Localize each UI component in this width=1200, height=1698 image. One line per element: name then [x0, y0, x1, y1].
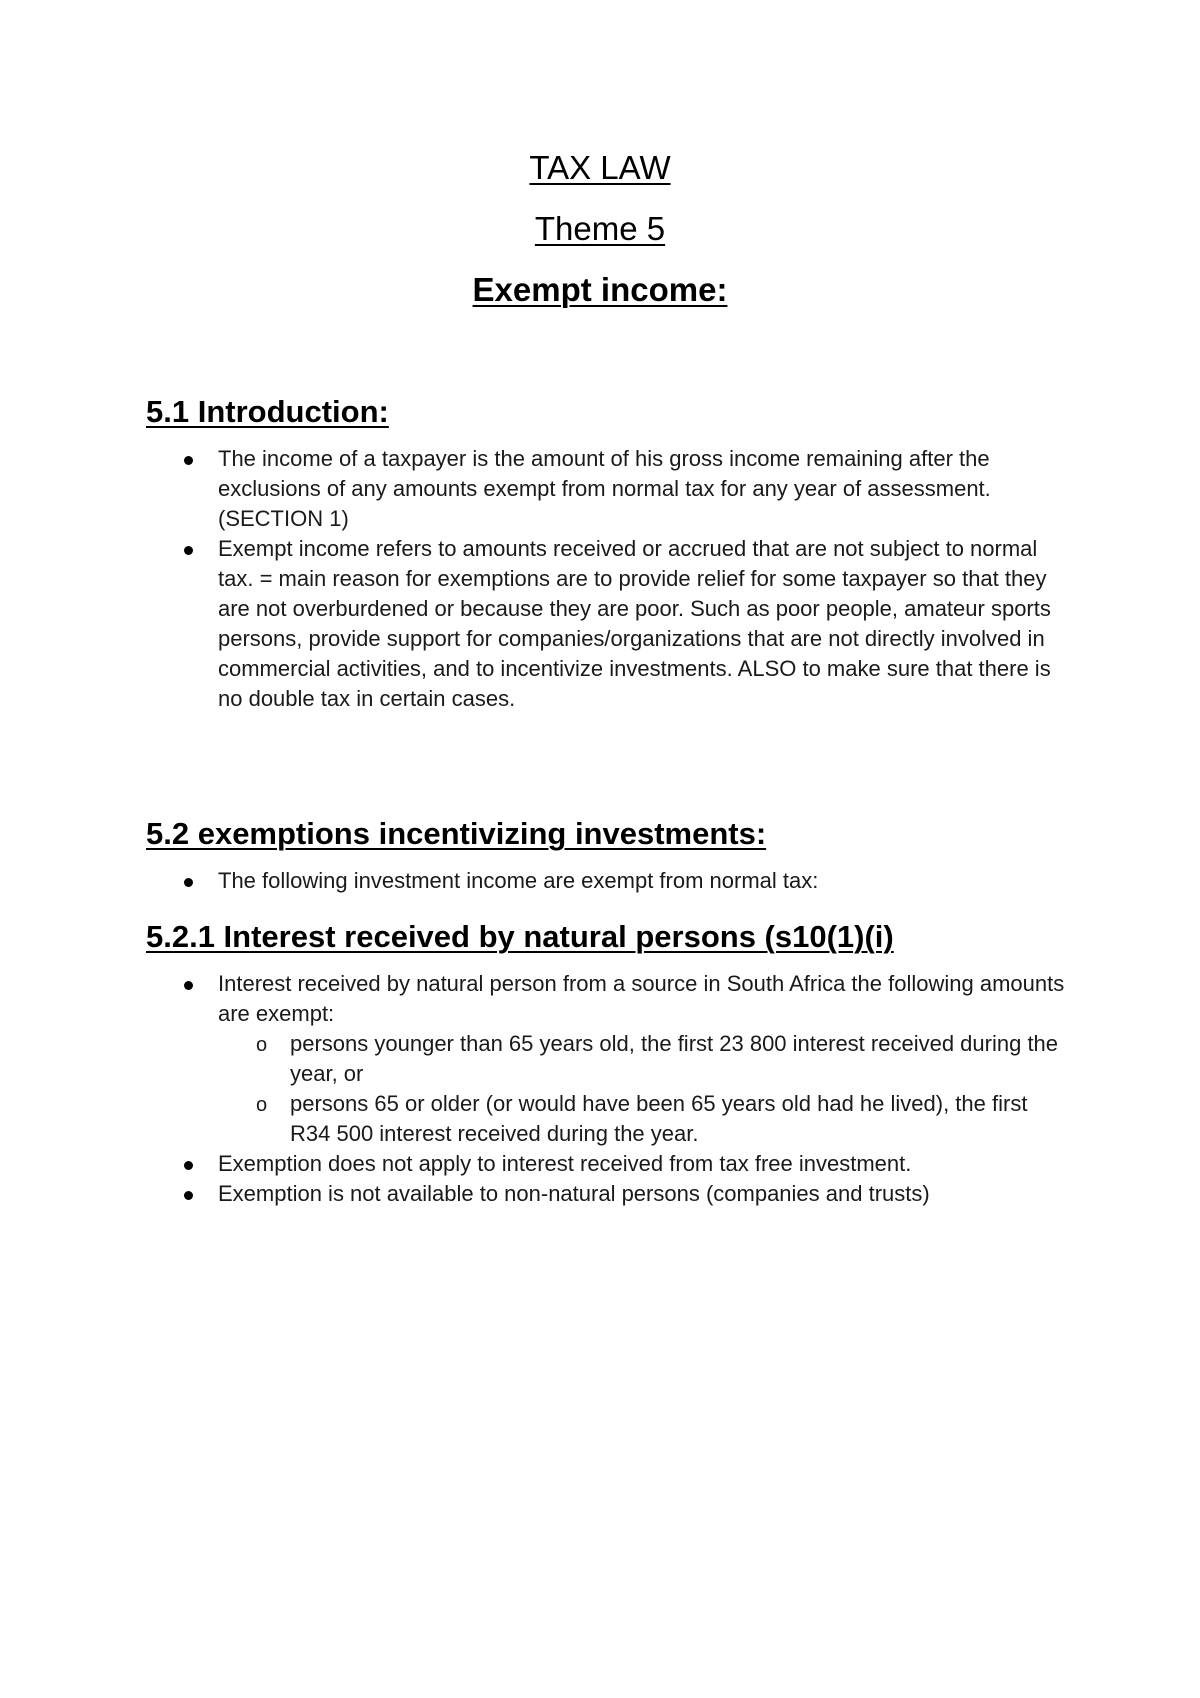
section-heading-investments — [146, 815, 766, 853]
list-item-text: Exempt income refers to amounts received or accrued that are not subject to normal tax. = main reason for exemptions are to provide relief for some taxpayer so that they are not overburdened or because they are poor. Such as poor people, amateur sports persons, provide support for companies/organizations that are not directly involved in commercial activities, and to incentivize investments. ALSO to make sure that there is no double tax in certain cases. — [218, 536, 1051, 711]
investments-list — [0, 866, 1200, 896]
list-item-text: Interest received by natural person from a source in South Africa the following amounts are exempt: — [218, 971, 1065, 1026]
theme-title: Theme 5 — [534, 210, 666, 247]
list-item — [0, 534, 1200, 714]
bullet-icon — [184, 981, 193, 990]
section-heading-introduction — [146, 393, 389, 431]
bullet-icon — [184, 1161, 193, 1170]
section-heading-text: 5.2.1 Interest received by natural persons (s10(1)(i) — [146, 919, 894, 954]
list-item — [0, 1179, 1200, 1209]
sub-list-item — [218, 1029, 1070, 1089]
topic-title: Exempt income: — [472, 271, 728, 308]
list-item — [0, 1149, 1200, 1179]
list-item — [0, 866, 1200, 896]
section-heading-interest — [146, 918, 894, 956]
list-item-text: The following investment income are exempt from normal tax: — [218, 868, 819, 893]
introduction-list — [0, 444, 1200, 714]
list-item-text: Exemption is not available to non-natural persons (companies and trusts) — [218, 1181, 930, 1206]
sub-list-item — [218, 1089, 1070, 1149]
section-heading-text: 5.1 Introduction: — [146, 394, 389, 429]
sub-list-item-text: persons younger than 65 years old, the first 23 800 interest received during the year, or — [290, 1031, 1059, 1086]
list-item-text: Exemption does not apply to interest received from tax free investment. — [218, 1151, 912, 1176]
list-item-text: The income of a taxpayer is the amount of his gross income remaining after the exclusions of any amounts exempt from normal tax for any year of assessment. (SECTION 1) — [218, 446, 991, 531]
bullet-icon — [184, 546, 193, 555]
sub-list-item-text: persons 65 or older (or would have been 65 years old had he lived), the first R34 500 interest received during the year. — [290, 1091, 1028, 1146]
sub-bullet-icon: o — [256, 1094, 268, 1116]
bullet-icon — [184, 1191, 193, 1200]
bullet-icon — [184, 878, 193, 887]
sub-list — [218, 1029, 1070, 1149]
list-item — [0, 969, 1200, 1149]
document-title: TAX LAW — [529, 149, 671, 186]
interest-list — [0, 969, 1200, 1209]
bullet-icon — [184, 456, 193, 465]
sub-bullet-icon: o — [256, 1034, 268, 1056]
list-item — [0, 444, 1200, 534]
section-heading-text: 5.2 exemptions incentivizing investments: — [146, 816, 767, 851]
